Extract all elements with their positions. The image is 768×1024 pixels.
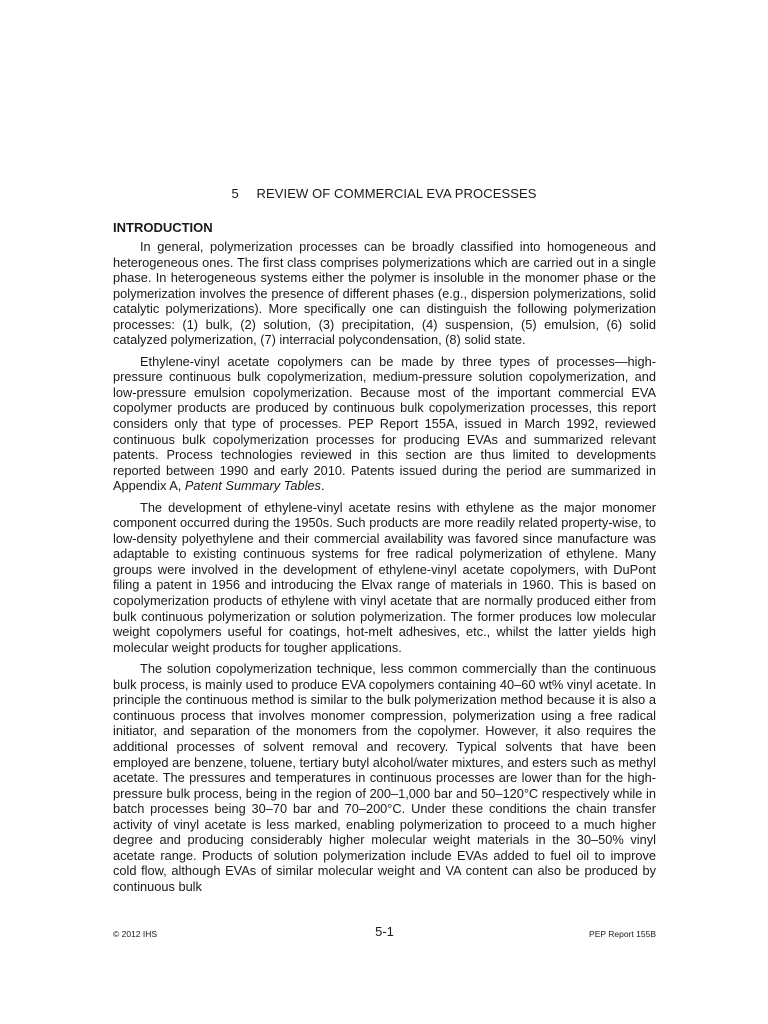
body-text: [113, 239, 656, 900]
paragraph-4: The solution copolymerization technique, less common commercially than the continuous bulk process, is mainly used to produce EVA copolymers containing 40–60 wt% vinyl acetate. In principle the continuous method is similar to the bulk polymerization method because it is also a continuous process that involves monomer compression, polymerization using a free radical initiator, and separation of the monomers from the copolymer. However, it also requires the additional processes of solvent removal and recovery. Typical solvents that have been employed are benzene, toluene, tertiary butyl alcohol/water mixtures, and esters such as methyl acetate. The pressures and temperatures in continuous processes are lower than for the high-pressure bulk process, being in the region of 200–1,000 bar and 50–120°C respectively while in batch processes being 30–70 bar and 70–200°C. Under these conditions the chain transfer activity of vinyl acetate is less marked, enabling polymerization to proceed to a much higher degree and producing considerably higher molecular weight materials in the 30–50% vinyl acetate range. Products of solution polymerization include EVAs added to fuel oil to improve cold flow, although EVAs of similar molecular weight and VA content can also be produced by continuous bulk: [113, 661, 656, 894]
paragraph-2-end: .: [320, 478, 325, 494]
footer-report-name: PEP Report 155B: [589, 929, 656, 939]
appendix-title-italic: Patent Summary Tables: [184, 478, 321, 494]
section-heading: INTRODUCTION: [113, 220, 213, 235]
page-footer: [113, 924, 656, 944]
chapter-title-text: REVIEW OF COMMERCIAL EVA PROCESSES: [256, 186, 537, 201]
paragraph-3: The development of ethylene-vinyl acetate resins with ethylene as the major monomer component occurred during the 1950s. Such products are more readily related property-wise, to low-density polyethylene and their commercial availability was favored since manufacture was adaptable to existing continuous systems for free radical polymerization of ethylene. Many groups were involved in the development of ethylene-vinyl acetate copolymers, with DuPont filing a patent in 1956 and introducing the Elvax range of materials in 1960. This is based on copolymerization products of ethylene with vinyl acetate that are normally produced either from bulk continuous polymerization or solution polymerization. The former produces low molecular weight copolymers useful for coatings, hot-melt adhesives, etc., whilst the latter yields high molecular weight products for tougher applications.: [113, 499, 656, 655]
paragraph-2-main: Ethylene-vinyl acetate copolymers can be made by three types of processes—high-pressure continuous bulk copolymerization, medium-pressure solution copolymerization, and low-pressure emulsion copolymerization. Because most of the important commercial EVA copolymer products are produced by continuous bulk copolymerization processes, this report considers only that type of processes. PEP Report 155A, issued in March 1992, reviewed continuous bulk copolymerization processes for producing EVAs and summarized relevant patents. Process technologies reviewed in this section are thus limited to developments reported between 1990 and early 2010. Patents issued during the period are summarized in Appendix A,: [113, 353, 656, 494]
paragraph-1: In general, polymerization processes can be broadly classified into homogeneous and heterogeneous ones. The first class comprises polymerizations which are carried out in a single phase. In heterogeneous systems either the polymer is insoluble in the monomer phase or the polymerization involves the presence of different phases (e.g., dispersion polymerizations, solid catalytic polymerizations). More specifically one can distinguish the following polymerization processes: (1) bulk, (2) solution, (3) precipitation, (4) suspension, (5) emulsion, (6) solid catalyzed polymerization, (7) interracial polycondensation, (8) solid state.: [113, 239, 656, 348]
footer-copyright: © 2012 IHS: [113, 929, 158, 939]
footer-page-number: 5-1: [375, 924, 394, 939]
chapter-title: [0, 186, 768, 201]
chapter-number: 5: [231, 186, 239, 201]
paragraph-2: [113, 354, 656, 494]
